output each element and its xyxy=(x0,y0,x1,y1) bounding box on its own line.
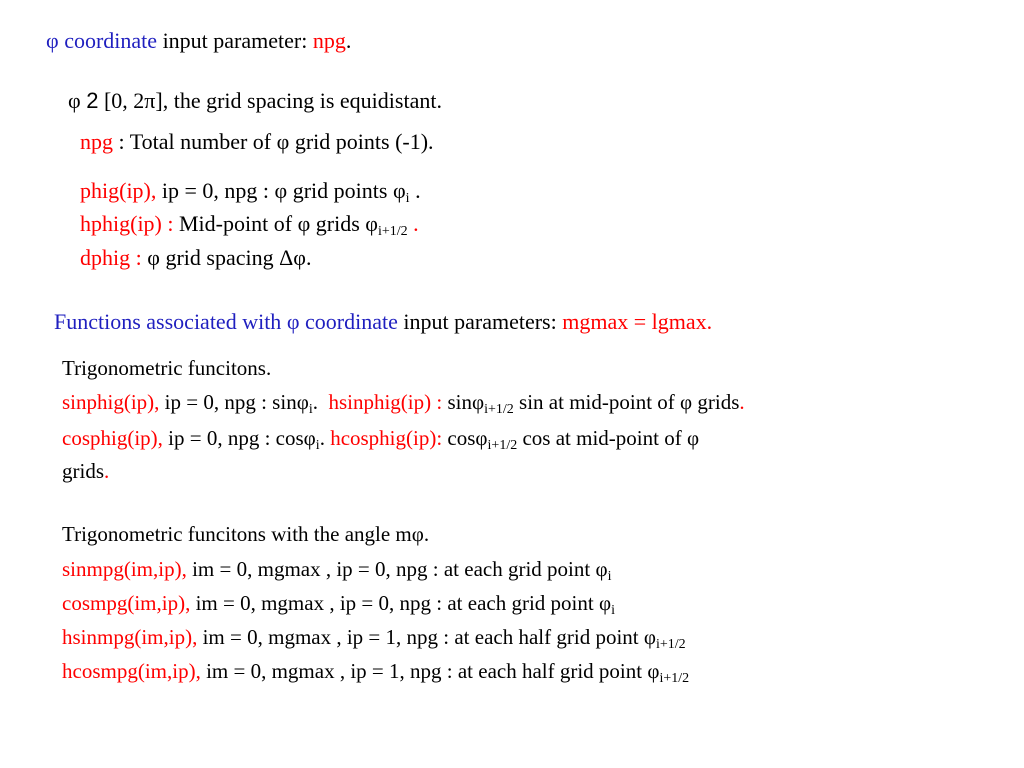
sinmpg-name: sinmpg(im,ip), xyxy=(62,557,187,581)
phi-symbol: φ xyxy=(68,88,81,113)
phi-symbol: φ xyxy=(411,522,424,546)
element-of-symbol: 2 xyxy=(86,88,99,113)
cosphig-text: ip = 0, npg : cos xyxy=(168,426,304,450)
sinphig-line xyxy=(62,390,745,417)
phig-text1: ip = 0, npg : xyxy=(161,178,270,203)
phig-name: phig(ip), xyxy=(80,178,157,203)
hcos-text1: cos at mid-point of xyxy=(522,426,682,450)
cosphig-name: cosphig(ip), xyxy=(62,426,163,450)
hcosmpg-line xyxy=(62,659,690,686)
sinmpg-text: im = 0, mgmax , ip = 0, npg : at each grid point xyxy=(192,557,591,581)
phi-symbol: φ xyxy=(686,426,700,450)
sin-word: sin xyxy=(447,390,472,414)
hsinphig-name: hsinphig(ip) : xyxy=(328,390,443,414)
hphig-text2: grids xyxy=(315,211,360,236)
cosphig-period: . xyxy=(319,426,325,450)
coordinate-word: coordinate xyxy=(305,309,398,334)
dphig-period: . xyxy=(305,245,312,270)
hcosphig-name: hcosphig(ip): xyxy=(330,426,443,450)
phig-period: . xyxy=(415,178,421,203)
cosmpg-name: cosmpg(im,ip), xyxy=(62,591,191,615)
phi-symbol: φ xyxy=(286,309,300,334)
params-text: input parameters: xyxy=(403,309,557,334)
hsinmpg-line xyxy=(62,625,686,652)
grids-word: grids xyxy=(62,459,104,483)
sinphig-name: sinphig(ip), xyxy=(62,390,160,414)
phi-symbol: φ xyxy=(647,659,660,683)
trig-angle-title xyxy=(62,524,429,545)
sinmpg-line xyxy=(62,557,612,584)
subscript-i: i xyxy=(308,402,313,417)
heading-functions xyxy=(54,311,712,333)
sinphig-text: ip = 0, npg : sin xyxy=(164,390,297,414)
hsinmpg-name: hsinmpg(im,ip), xyxy=(62,625,198,649)
phig-text2: grid points xyxy=(292,178,388,203)
npg-name: npg xyxy=(80,129,113,154)
hsinmpg-text: im = 0, mgmax , ip = 1, npg : at each half grid point xyxy=(202,625,639,649)
heading-period: . xyxy=(345,28,352,53)
hphig-name: hphig(ip) : xyxy=(80,211,174,236)
phi-symbol: φ xyxy=(46,28,59,53)
npg-definition xyxy=(80,131,434,153)
subscript-i: i xyxy=(611,603,615,618)
grids-period: . xyxy=(104,459,110,483)
phi-symbol: φ xyxy=(392,178,406,203)
dphig-definition xyxy=(80,247,311,269)
subscript-half: i+1/2 xyxy=(659,671,690,686)
hphig-definition xyxy=(80,211,419,239)
heading-phi-coordinate xyxy=(46,30,351,52)
hphig-period: . xyxy=(413,211,419,236)
hphig-text1: Mid-point of xyxy=(179,211,293,236)
hsin-period: . xyxy=(739,390,745,414)
cosmpg-text: im = 0, mgmax , ip = 0, npg : at each grid point xyxy=(195,591,594,615)
subscript-i: i xyxy=(607,569,612,584)
cosphig-line xyxy=(62,426,700,453)
heading-text: input parameter: xyxy=(162,28,308,53)
phi-symbol: φ xyxy=(680,390,693,414)
dphig-text1: grid spacing Δ xyxy=(165,245,294,270)
phi-symbol: φ xyxy=(147,245,160,270)
coordinate-word: coordinate xyxy=(64,28,158,53)
phi-symbol: φ xyxy=(365,211,378,236)
hsin-text1: sin at mid-point of xyxy=(519,390,675,414)
phi-symbol: φ xyxy=(303,426,316,450)
hsin-text2: grids xyxy=(697,390,740,414)
subscript-half: i+1/2 xyxy=(656,637,686,652)
phi-symbol: φ xyxy=(471,390,485,414)
subscript-i: i xyxy=(315,438,320,453)
trig-angle-period: . xyxy=(423,522,430,546)
trig-title: Trigonometric funcitons. xyxy=(62,356,272,380)
phi-symbol: φ xyxy=(475,426,488,450)
subscript-half: i+1/2 xyxy=(377,224,408,239)
sinphig-period: . xyxy=(312,390,318,414)
phi-symbol: φ xyxy=(598,591,612,615)
subscript-i: i xyxy=(405,191,410,206)
cosmpg-line xyxy=(62,591,615,618)
hcosmpg-text: im = 0, mgmax , ip = 1, npg : at each half grid point xyxy=(206,659,643,683)
hcosmpg-name: hcosmpg(im,ip), xyxy=(62,659,201,683)
range-text: [0, 2π], the grid spacing is equidistant. xyxy=(103,88,442,113)
trig-angle-text: Trigonometric funcitons with the angle m xyxy=(62,522,412,546)
subscript-half: i+1/2 xyxy=(484,402,514,417)
phi-symbol: φ xyxy=(276,129,290,154)
phi-symbol: φ xyxy=(274,178,288,203)
phi-symbol: φ xyxy=(595,557,608,581)
functions-text: Functions associated with xyxy=(54,309,282,334)
phi-symbol: φ xyxy=(293,245,306,270)
phi-range-line xyxy=(68,90,442,112)
grids-continuation xyxy=(62,461,109,482)
phi-symbol: φ xyxy=(296,390,309,414)
phi-symbol: φ xyxy=(643,625,656,649)
npg-text1: : Total number of xyxy=(118,129,272,154)
phig-definition xyxy=(80,178,421,206)
npg-param: npg xyxy=(312,28,346,53)
cos-word: cos xyxy=(447,426,476,450)
npg-text2: grid points (-1). xyxy=(294,129,434,154)
subscript-half: i+1/2 xyxy=(487,438,518,453)
mgmax-param: mgmax = lgmax. xyxy=(562,309,713,334)
dphig-name: dphig : xyxy=(80,245,142,270)
phi-symbol: φ xyxy=(297,211,311,236)
